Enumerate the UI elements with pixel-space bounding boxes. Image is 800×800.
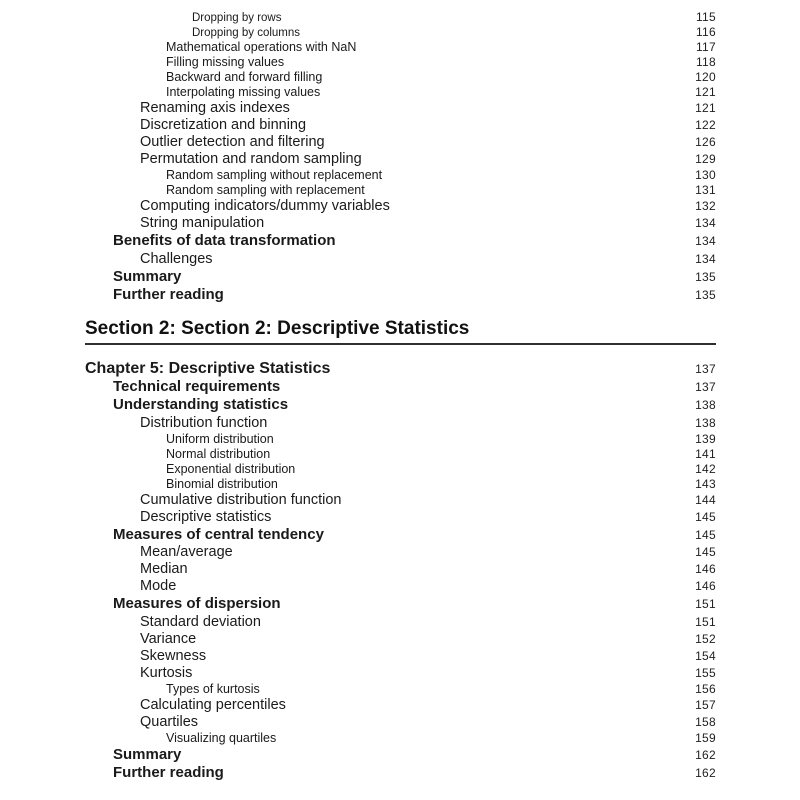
toc-entry-page: 130	[695, 168, 716, 182]
toc-entry-label: Computing indicators/dummy variables	[140, 198, 390, 214]
toc-entry-page: 158	[695, 714, 716, 729]
section-heading: Section 2: Section 2: Descriptive Statistics	[85, 318, 716, 345]
toc-entry-label: Dropping by rows	[192, 12, 282, 24]
toc-entry-page: 134	[695, 234, 716, 248]
toc-entry	[85, 25, 716, 40]
toc-entry-label: Interpolating missing values	[166, 85, 321, 99]
toc-entry	[85, 578, 716, 595]
toc-entry	[85, 396, 716, 415]
toc-entry	[85, 477, 716, 492]
toc-entry	[85, 183, 716, 198]
toc-entry	[85, 614, 716, 631]
toc-entry-label: Random sampling with replacement	[166, 183, 365, 197]
toc-entry-page: 154	[695, 648, 716, 663]
toc-entry-label: Filling missing values	[166, 55, 285, 69]
toc-entry-label: Mode	[140, 578, 177, 594]
toc-entry-label: Challenges	[140, 250, 213, 267]
toc-entry	[85, 682, 716, 697]
toc-entry	[85, 561, 716, 578]
toc-entry-label: Renaming axis indexes	[140, 100, 290, 116]
toc-entry-page: 121	[695, 101, 716, 115]
toc-entry	[85, 714, 716, 731]
toc-entry-page: 152	[695, 631, 716, 646]
toc-entry	[85, 731, 716, 746]
toc-entry	[85, 40, 716, 55]
toc-entry-label: Summary	[113, 745, 182, 763]
toc-entry-page: 143	[695, 476, 716, 491]
toc-entry	[85, 215, 716, 232]
toc-entry-page: 151	[695, 597, 716, 611]
toc-entry-page: 115	[695, 10, 716, 24]
toc-entry-page: 134	[695, 216, 716, 230]
toc-entry-page: 129	[695, 152, 716, 166]
toc-entry-label: Summary	[113, 267, 182, 285]
toc-entry-label: Variance	[140, 630, 197, 647]
toc-entry	[85, 415, 716, 432]
toc-entry-page: 135	[695, 269, 716, 284]
toc-entry	[85, 232, 716, 251]
toc-entry	[85, 595, 716, 614]
toc-entry-page: 137	[695, 361, 716, 376]
toc-entry	[85, 70, 716, 85]
toc-entry-label: Exponential distribution	[166, 461, 296, 476]
toc-entry-page: 162	[695, 747, 716, 762]
toc-entry	[85, 151, 716, 168]
toc-entry-label: Binomial distribution	[166, 476, 278, 491]
toc-entry-label: Understanding statistics	[113, 396, 289, 413]
toc-entry	[85, 360, 716, 378]
toc-entry-label: Measures of dispersion	[113, 595, 281, 612]
toc-entry-page: 135	[695, 288, 716, 302]
toc-entry-label: Discretization and binning	[140, 117, 307, 133]
toc-entry	[85, 697, 716, 714]
toc-entry-page: 118	[695, 55, 716, 69]
toc-entry-label: Visualizing quartiles	[166, 730, 277, 745]
toc-entry-page: 141	[695, 446, 716, 461]
toc-entry-page: 145	[695, 509, 716, 524]
toc-entry-label: Chapter 5: Descriptive Statistics	[85, 359, 331, 377]
toc-entry	[85, 526, 716, 545]
toc-entry-label: Median	[140, 561, 188, 577]
toc-entry	[85, 10, 716, 25]
toc-entry-page: 145	[695, 527, 716, 542]
toc-entry-label: Dropping by columns	[192, 27, 301, 39]
toc-entry	[85, 544, 716, 561]
toc-entry-page: 159	[695, 730, 716, 745]
toc-entry	[85, 631, 716, 648]
toc-entry	[85, 117, 716, 134]
toc-entry-label: Permutation and random sampling	[140, 151, 362, 167]
toc-entry	[85, 85, 716, 100]
toc-entry-label: Backward and forward filling	[166, 70, 323, 84]
toc-entry-label: Quartiles	[140, 713, 199, 730]
toc-entry	[85, 286, 716, 305]
toc-entry-page: 162	[695, 766, 716, 780]
toc-entry-label: Mean/average	[140, 544, 233, 560]
toc-entry-page: 145	[695, 545, 716, 559]
toc-entry	[85, 251, 716, 268]
toc-entry-page: 121	[695, 85, 716, 99]
toc-entry-page: 134	[695, 251, 716, 266]
toc-entry-label: Types of kurtosis	[166, 681, 260, 696]
toc-entry	[85, 665, 716, 682]
toc-entry	[85, 378, 716, 397]
toc-entry-label: Mathematical operations with NaN	[166, 40, 357, 54]
toc-entry-label: Technical requirements	[113, 377, 281, 395]
toc-entry	[85, 268, 716, 287]
toc-entry-label: Distribution function	[140, 414, 268, 431]
toc-entry-label: Normal distribution	[166, 446, 271, 461]
toc-entry	[85, 462, 716, 477]
toc-entry-page: 146	[695, 562, 716, 576]
toc-entry	[85, 764, 716, 783]
toc-entry-page: 139	[695, 431, 716, 446]
toc-entry	[85, 168, 716, 183]
toc-list-before-section	[85, 10, 716, 305]
toc-entry-label: Uniform distribution	[166, 431, 274, 446]
toc-entry-label: Outlier detection and filtering	[140, 134, 325, 150]
toc-entry-label: Measures of central tendency	[113, 525, 324, 543]
toc-entry-page: 117	[695, 40, 716, 54]
toc-entry-page: 126	[695, 135, 716, 149]
toc-entry	[85, 492, 716, 509]
toc-entry-page: 132	[695, 199, 716, 213]
toc-entry-page: 122	[695, 118, 716, 132]
toc-list-after-section	[85, 360, 716, 783]
toc-entry	[85, 648, 716, 665]
toc-entry-page: 146	[695, 579, 716, 593]
toc-entry-label: Standard deviation	[140, 613, 261, 630]
toc-entry-label: Cumulative distribution function	[140, 491, 342, 508]
toc-entry-page: 138	[695, 415, 716, 430]
toc-entry-label: Random sampling without replacement	[166, 168, 383, 182]
toc-entry-label: Further reading	[113, 764, 224, 781]
toc-entry	[85, 55, 716, 70]
toc-entry-label: Benefits of data transformation	[113, 232, 336, 249]
toc-content	[85, 10, 716, 783]
toc-entry-page: 120	[695, 70, 716, 84]
toc-entry-label: Descriptive statistics	[140, 508, 272, 525]
toc-entry-page: 151	[695, 614, 716, 629]
toc-entry-page: 137	[695, 379, 716, 394]
toc-entry	[85, 432, 716, 447]
toc-entry-page: 155	[695, 665, 716, 680]
toc-entry	[85, 134, 716, 151]
toc-entry-page: 138	[695, 398, 716, 412]
toc-entry-page: 156	[695, 681, 716, 696]
toc-entry-label: Further reading	[113, 286, 224, 303]
toc-entry-page: 142	[695, 461, 716, 476]
toc-entry-page: 157	[695, 697, 716, 712]
toc-entry-label: String manipulation	[140, 215, 265, 231]
toc-entry-page: 144	[695, 492, 716, 507]
toc-entry	[85, 198, 716, 215]
toc-entry	[85, 509, 716, 526]
toc-entry-label: Skewness	[140, 647, 207, 664]
toc-entry	[85, 100, 716, 117]
toc-entry-label: Calculating percentiles	[140, 696, 286, 713]
toc-entry-page: 131	[695, 183, 716, 197]
toc-entry	[85, 447, 716, 462]
toc-entry-label: Kurtosis	[140, 664, 193, 681]
toc-entry	[85, 746, 716, 765]
toc-entry-page: 116	[695, 25, 716, 39]
